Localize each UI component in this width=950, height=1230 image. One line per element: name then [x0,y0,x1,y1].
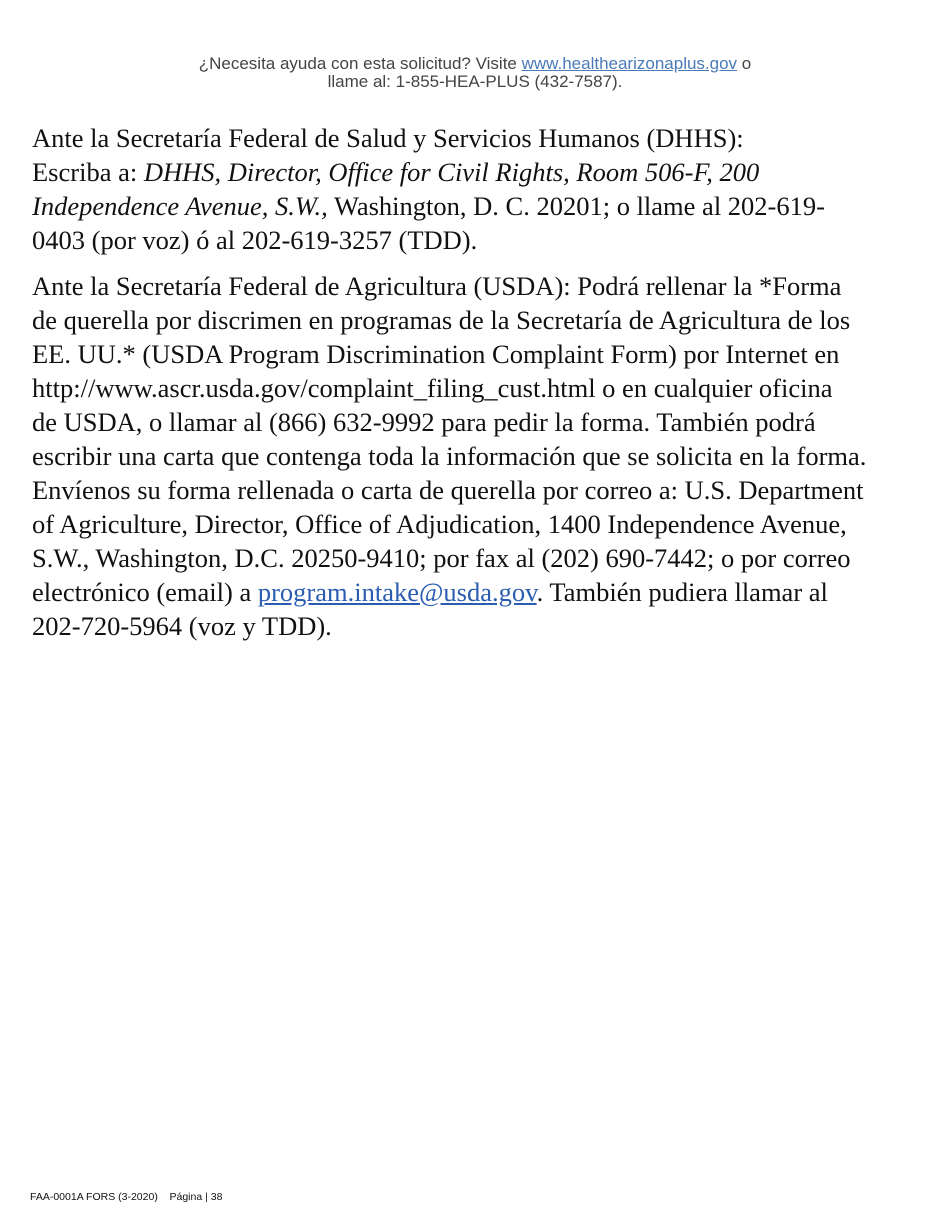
page-footer [30,1191,222,1203]
text-line: de querella por discrimen en programas de la Secretaría de Agricultura de los [32,305,851,335]
text-span: . También pudiera llamar al [536,577,828,607]
italic-address: Independence Avenue, S.W., [32,191,328,221]
text-span: electrónico (email) a [32,577,258,607]
dhhs-paragraph [32,121,932,257]
text-line: EE. UU.* (USDA Program Discrimination Complaint Form) por Internet en [32,339,840,369]
text-line [32,575,932,609]
text-line [32,189,932,223]
document-body [32,121,932,655]
text-line: S.W., Washington, D.C. 20250-9410; por fax al (202) 690-7442; o por correo [32,543,851,573]
help-line-2: llame al: 1-855-HEA-PLUS (432-7587). [327,72,623,91]
text-span: Washington, D. C. 20201; o llame al 202-619- [327,191,825,221]
text-line: Ante la Secretaría Federal de Salud y Servicios Humanos (DHHS): [32,123,744,153]
help-header [0,55,950,91]
text-line: 0403 (por voz) ó al 202-619-3257 (TDD). [32,225,478,255]
text-line: Envíenos su forma rellenada o carta de querella por correo a: U.S. Department [32,475,864,505]
text-line: http://www.ascr.usda.gov/complaint_filing_cust.html o en cualquier oficina [32,373,833,403]
help-text: ¿Necesita ayuda con esta solicitud? Visite [198,54,522,73]
text-line: escribir una carta que contenga toda la información que se solicita en la forma. [32,441,867,471]
page-number: Página | 38 [169,1191,223,1203]
healthearizonaplus-link[interactable]: www.healthearizonaplus.gov [521,54,738,73]
usda-email-link[interactable]: program.intake@usda.gov [257,577,537,607]
text-line: of Agriculture, Director, Office of Adjudication, 1400 Independence Avenue, [32,509,847,539]
text-line: de USDA, o llamar al (866) 632-9992 para pedir la forma. También podrá [32,407,816,437]
text-span: Escriba a: [32,157,144,187]
text-line: 202-720-5964 (voz y TDD). [32,611,332,641]
italic-address: DHHS, Director, Office for Civil Rights, Room 506-F, 200 [143,157,760,187]
form-id: FAA-0001A FORS (3-2020) [30,1191,158,1203]
help-line-1 [0,55,950,73]
help-text-suffix: o [737,54,752,73]
text-line [32,155,932,189]
text-line: Ante la Secretaría Federal de Agricultura (USDA): Podrá rellenar la *Forma [32,271,842,301]
usda-paragraph [32,269,932,643]
